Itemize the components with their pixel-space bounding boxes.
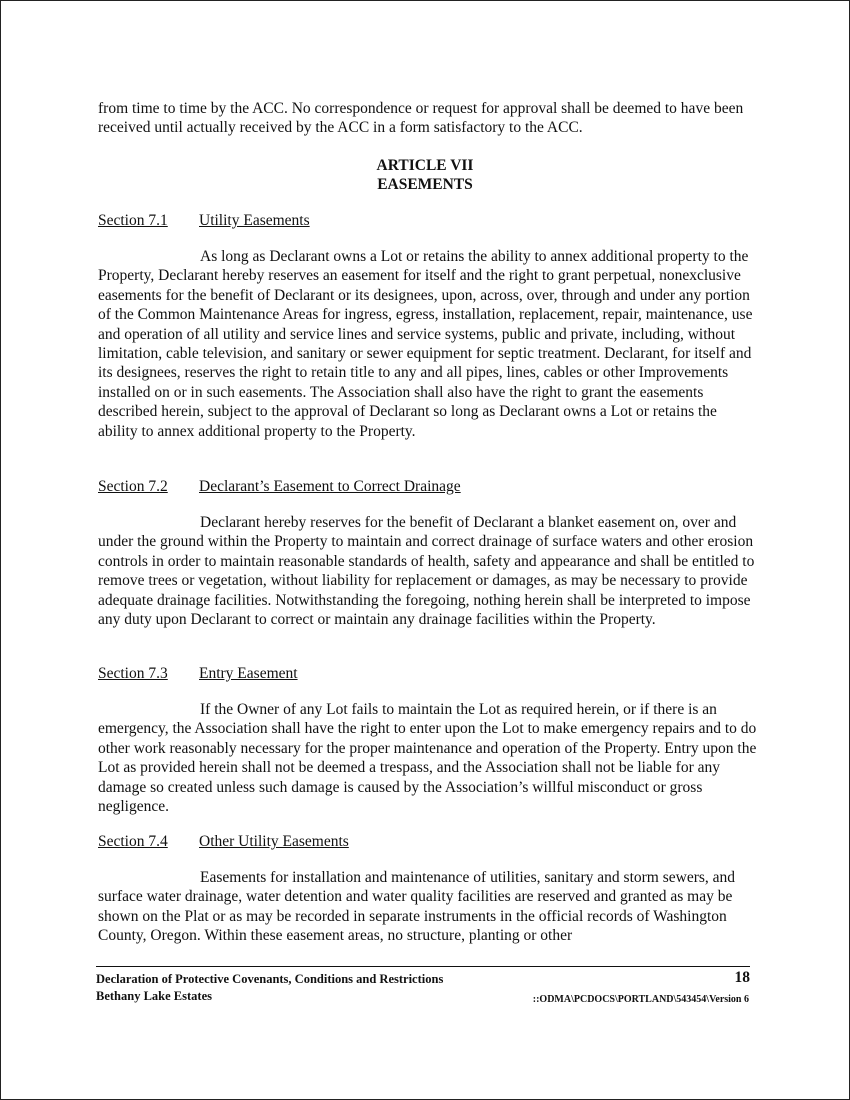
section-number: Section 7.1 [98, 212, 168, 229]
section-title: Declarant’s Easement to Correct Drainage [199, 478, 461, 495]
article-number: ARTICLE VII [376, 157, 474, 174]
section-title: Other Utility Easements [199, 833, 349, 850]
intro-paragraph: from time to time by the ACC. No correspondence or request for approval shall be deemed to have been received until actually received by the ACC in a form satisfactory to the ACC. [98, 100, 744, 137]
article-title: EASEMENTS [377, 176, 473, 193]
section-number: Section 7.2 [98, 478, 168, 495]
section-body-7-4: Easements for installation and maintenance of utilities, sanitary and storm sewers, and surface water drainage, water detention and water quality facilities are reserved and granted as may be shown on the Plat or as may be recorded in separate instruments in the official records of Washington County, Oregon. Within these easement areas, no structure, planting or other [98, 869, 736, 945]
footer-doc-title: Declaration of Protective Covenants, Conditions and Restrictions [96, 972, 444, 986]
section-title: Utility Easements [199, 212, 310, 229]
section-number: Section 7.4 [98, 833, 168, 850]
footer-subtitle: Bethany Lake Estates [96, 989, 212, 1003]
footer-doc-path: ::ODMA\PCDOCS\PORTLAND\543454\Version 6 [532, 994, 749, 1005]
section-body-7-1: As long as Declarant owns a Lot or retains the ability to annex additional property to the Property, Declarant hereby reserves an easement for itself and the right to grant perpetual, nonexclusive easements for the benefit of Declarant or its designees, upon, across, over, through and under any portion of the Common Maintenance Areas for ingress, egress, installation, replacement, repair, maintenance, use and operation of all utility and service lines and service systems, public and private, including, without limitation, cable television, and sanitary or sewer equipment for septic treatment. Declarant, for itself and its designees, reserves the right to retain title to any and all pipes, lines, cables or other Improvements installed on or in such easements. The Association shall also have the right to grant the easements described herein, subject to the approval of Declarant so long as Declarant owns a Lot or retains the ability to annex additional property to the Property. [98, 248, 753, 440]
footer-page-number: 18 [734, 969, 750, 986]
section-body-7-2: Declarant hereby reserves for the benefit of Declarant a blanket easement on, over and under the ground within the Property to maintain and correct drainage of surface waters and other erosion controls in order to maintain reasonable standards of health, safety and appearance and shall be entitled to remove trees or vegetation, without liability for replacement or damages, as may be necessary to provide adequate drainage facilities. Notwithstanding the foregoing, nothing herein shall be interpreted to impose any duty upon Declarant to correct or maintain any drainage facilities within the Property. [98, 514, 755, 629]
section-body-7-3: If the Owner of any Lot fails to maintain the Lot as required herein, or if there is an emergency, the Association shall have the right to enter upon the Lot to make emergency repairs and to do other work reasonably necessary for the proper maintenance and operation of the Property. Entry upon the Lot as provided herein shall not be deemed a trespass, and the Association shall not be liable for any damage so created unless such damage is caused by the Association’s willful misconduct or gross negligence. [98, 701, 757, 816]
section-number: Section 7.3 [98, 665, 168, 682]
footer-rule [96, 966, 750, 967]
section-title: Entry Easement [199, 665, 298, 682]
